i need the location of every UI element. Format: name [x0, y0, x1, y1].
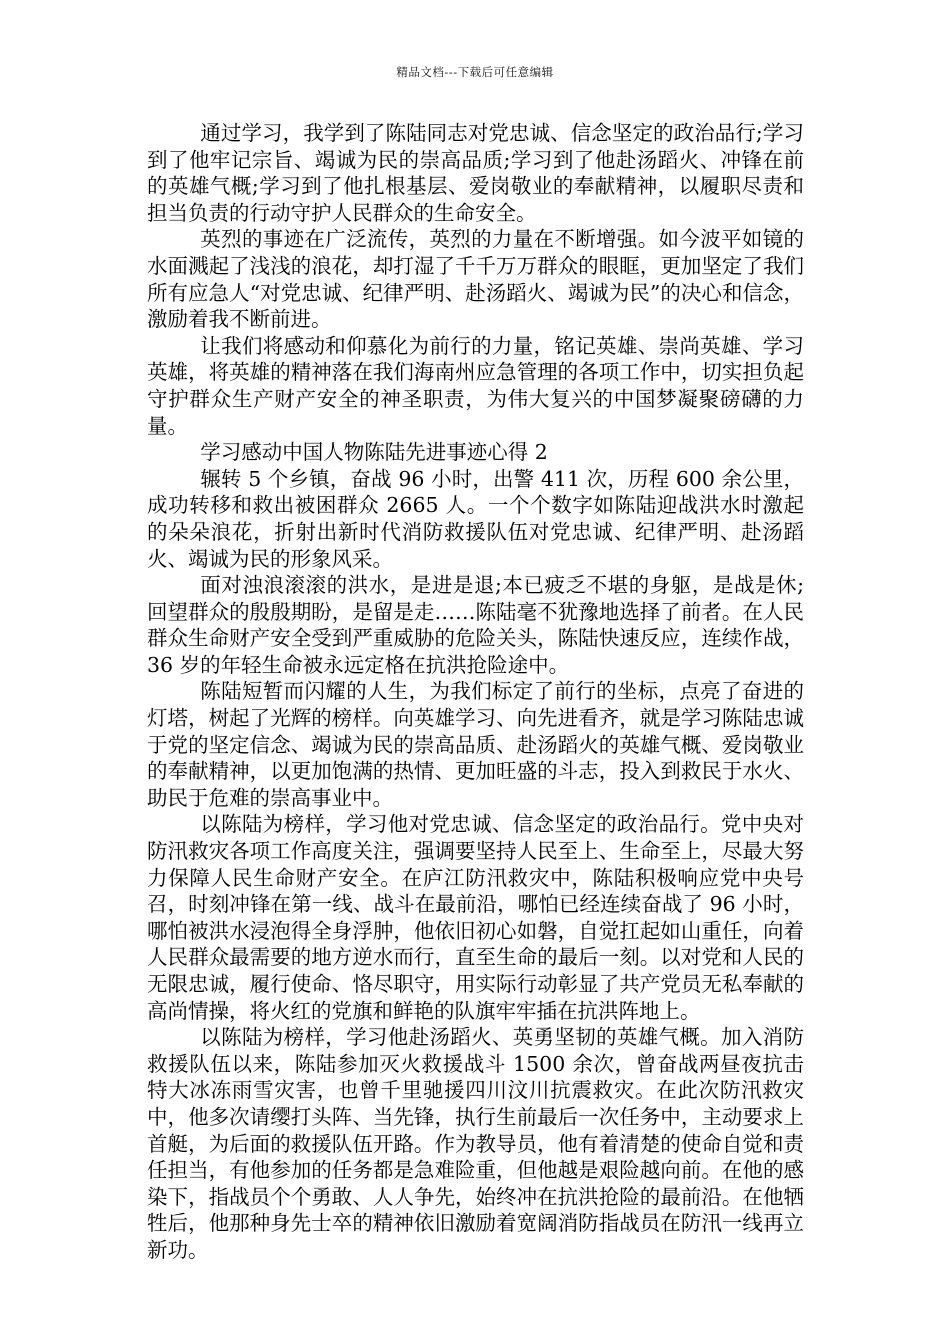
paragraph: 辗转 5 个乡镇，奋战 96 小时，出警 411 次，历程 600 余公里，成功转移和救出被困群众 2665 人。一个个数字如陈陆迎战洪水时激起的朵朵浪花，折射出新时代消防救援队伍对党忠诚、纪律严明、赴汤蹈火、竭诚为民的形象风采。: [147, 466, 804, 571]
paragraph: 陈陆短暂而闪耀的人生，为我们标定了前行的坐标，点亮了奋进的灯塔，树起了光辉的榜样。向英雄学习、向先进看齐，就是学习陈陆忠诚于党的坚定信念、竭诚为民的崇高品质、赴汤蹈火的英雄气概、爱岗敬业的奉献精神，以更加饱满的热情、更加旺盛的斗志，投入到救民于水火、助民于危难的崇高事业中。: [147, 679, 804, 810]
paragraph: 通过学习，我学到了陈陆同志对党忠诚、信念坚定的政治品行;学习到了他牢记宗旨、竭诚为民的崇高品质;学习到了他赴汤蹈火、冲锋在前的英雄气概;学习到了他扎根基层、爱岗敬业的奉献精神，以履职尽责和担当负责的行动守护人民群众的生命安全。: [147, 121, 804, 225]
document-body: [147, 120, 804, 1264]
section-heading: 学习感动中国人物陈陆先进事迹心得 2: [200, 440, 548, 465]
paragraph: 以陈陆为榜样，学习他赴汤蹈火、英勇坚韧的英雄气概。加入消防救援队伍以来，陈陆参加灭火救援战斗 1500 余次，曾奋战两昼夜抗击特大冰冻雨雪灾害，也曾千里驰援四川汶川抗震救灾。在此次防汛救灾中，他多次请缨打头阵、当先锋，执行生前最后一次任务中，主动要求上首艇，为后面的救援队伍开路。作为教导员，他有着清楚的使命自觉和责任担当，有他参加的任务都是急难险重，但他越是艰险越向前。在他的感染下，指战员个个勇敢、人人争先，始终冲在抗洪抢险的最前沿。在他牺牲后，他那种身先士卒的精神依旧激励着宽阔消防指战员在防汛一线再立新功。: [147, 1025, 804, 1262]
page-header: 精品文档---下载后可任意编辑: [396, 65, 554, 79]
paragraph: 以陈陆为榜样，学习他对党忠诚、信念坚定的政治品行。党中央对防汛救灾各项工作高度关注，强调要坚持人民至上、生命至上，尽最大努力保障人民生命财产安全。在庐江防汛救灾中，陈陆积极响应党中央号召，时刻冲锋在第一线、战斗在最前沿，哪怕已经连续奋战了 96 小时，哪怕被洪水浸泡得全身浮肿，他依旧初心如磐，自觉扛起如山重任，向着人民群众最需要的地方逆水而行，直至生命的最后一刻。以对党和人民的无限忠诚，履行使命、恪尽职守，用实际行动彰显了共产党员无私奉献的高尚情操，将火红的党旗和鲜艳的队旗牢牢插在抗洪阵地上。: [147, 812, 804, 1023]
paragraph: 英烈的事迹在广泛流传，英烈的力量在不断增强。如今波平如镜的水面溅起了浅浅的浪花，却打湿了千千万万群众的眼眶，更加坚定了我们所有应急人“对党忠诚、纪律严明、赴汤蹈火、竭诚为民”的决心和信念，激励着我不断前进。: [147, 227, 804, 332]
paragraph: 让我们将感动和仰慕化为前行的力量，铭记英雄、崇尚英雄、学习英雄，将英雄的精神落在我们海南州应急管理的各项工作中，切实担负起守护群众生产财产安全的神圣职责，为伟大复兴的中国梦凝聚磅礴的力量。: [147, 333, 804, 438]
paragraph: 面对浊浪滚滚的洪水，是进是退;本已疲乏不堪的身躯，是战是休;回望群众的殷殷期盼，是留是走……陈陆毫不犹豫地选择了前者。在人民群众生命财产安全受到严重威胁的危险关头，陈陆快速反应，连续作战，36 岁的年轻生命被永远定格在抗洪抢险途中。: [147, 573, 804, 677]
